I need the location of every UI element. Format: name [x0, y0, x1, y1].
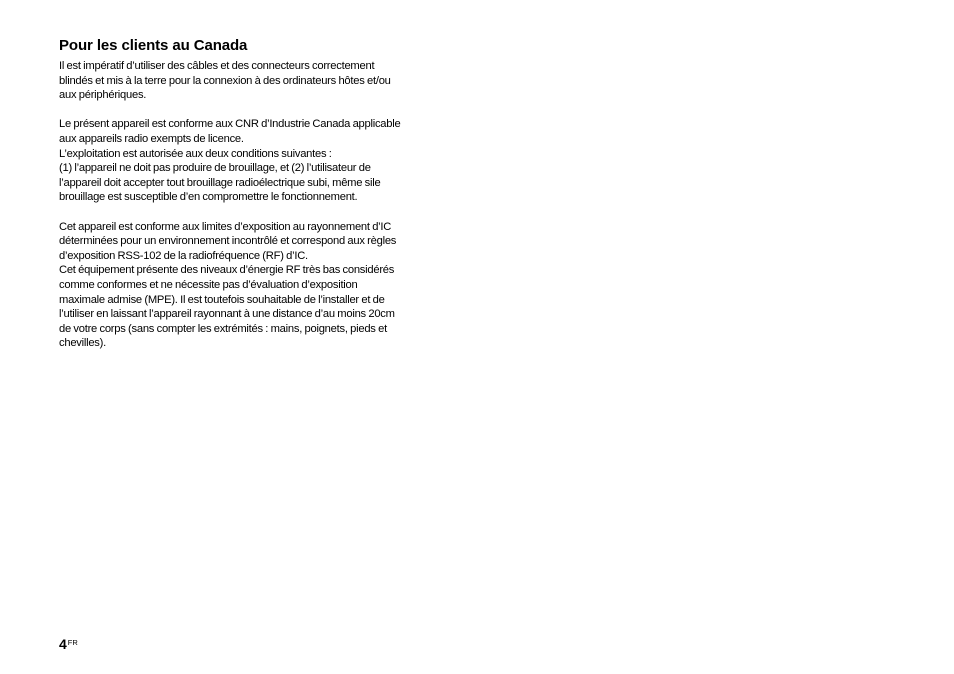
text-line: blindés et mis à la terre pour la connexion à des ordinateurs hôtes et/ou: [59, 74, 391, 87]
text-line: l’utiliser en laissant l’appareil rayonnant à une distance d’au moins 20cm: [59, 308, 395, 321]
text-line: chevilles).: [59, 337, 106, 350]
document-page: [59, 36, 464, 351]
text-line: L’exploitation est autorisée aux deux conditions suivantes :: [59, 147, 332, 160]
text-line: Cet équipement présente des niveaux d’énergie RF très bas considérés: [59, 264, 395, 277]
text-line: comme conformes et ne nécessite pas d’évaluation d’exposition: [59, 278, 358, 291]
paragraph-cables: [59, 59, 464, 103]
text-line: brouillage est susceptible d’en compromettre le fonctionnement.: [59, 191, 358, 204]
text-line: aux appareils radio exempts de licence.: [59, 132, 244, 145]
paragraph-rf-exposure: [59, 220, 464, 351]
page-language-code: FR: [67, 638, 78, 647]
text-line: Cet appareil est conforme aux limites d’exposition au rayonnement d’IC: [59, 220, 392, 233]
text-line: de votre corps (sans compter les extrémités : mains, poignets, pieds et: [59, 322, 387, 335]
paragraph-spacer: [59, 103, 464, 118]
text-line: l’appareil doit accepter tout brouillage radioélectrique subi, même sile: [59, 176, 381, 189]
paragraph-spacer: [59, 205, 464, 220]
text-line: aux périphériques.: [59, 89, 147, 102]
text-line: Il est impératif d’utiliser des câbles et des connecteurs correctement: [59, 60, 375, 72]
section-title: Pour les clients au Canada: [59, 37, 248, 54]
text-line: d’exposition RSS-102 de la radiofréquence (RF) d’IC.: [59, 249, 308, 262]
paragraph-cnr-compliance: [59, 117, 464, 205]
text-line: maximale admise (MPE). Il est toutefois souhaitable de l’installer et de: [59, 293, 385, 306]
page-number: [59, 636, 78, 652]
text-line: (1) l’appareil ne doit pas produire de brouillage, et (2) l’utilisateur de: [59, 162, 371, 175]
text-line: déterminées pour un environnement incontrôlé et correspond aux règles: [59, 235, 397, 248]
text-line: Le présent appareil est conforme aux CNR d’Industrie Canada applicable: [59, 118, 401, 131]
page-number-value: 4: [59, 636, 67, 652]
